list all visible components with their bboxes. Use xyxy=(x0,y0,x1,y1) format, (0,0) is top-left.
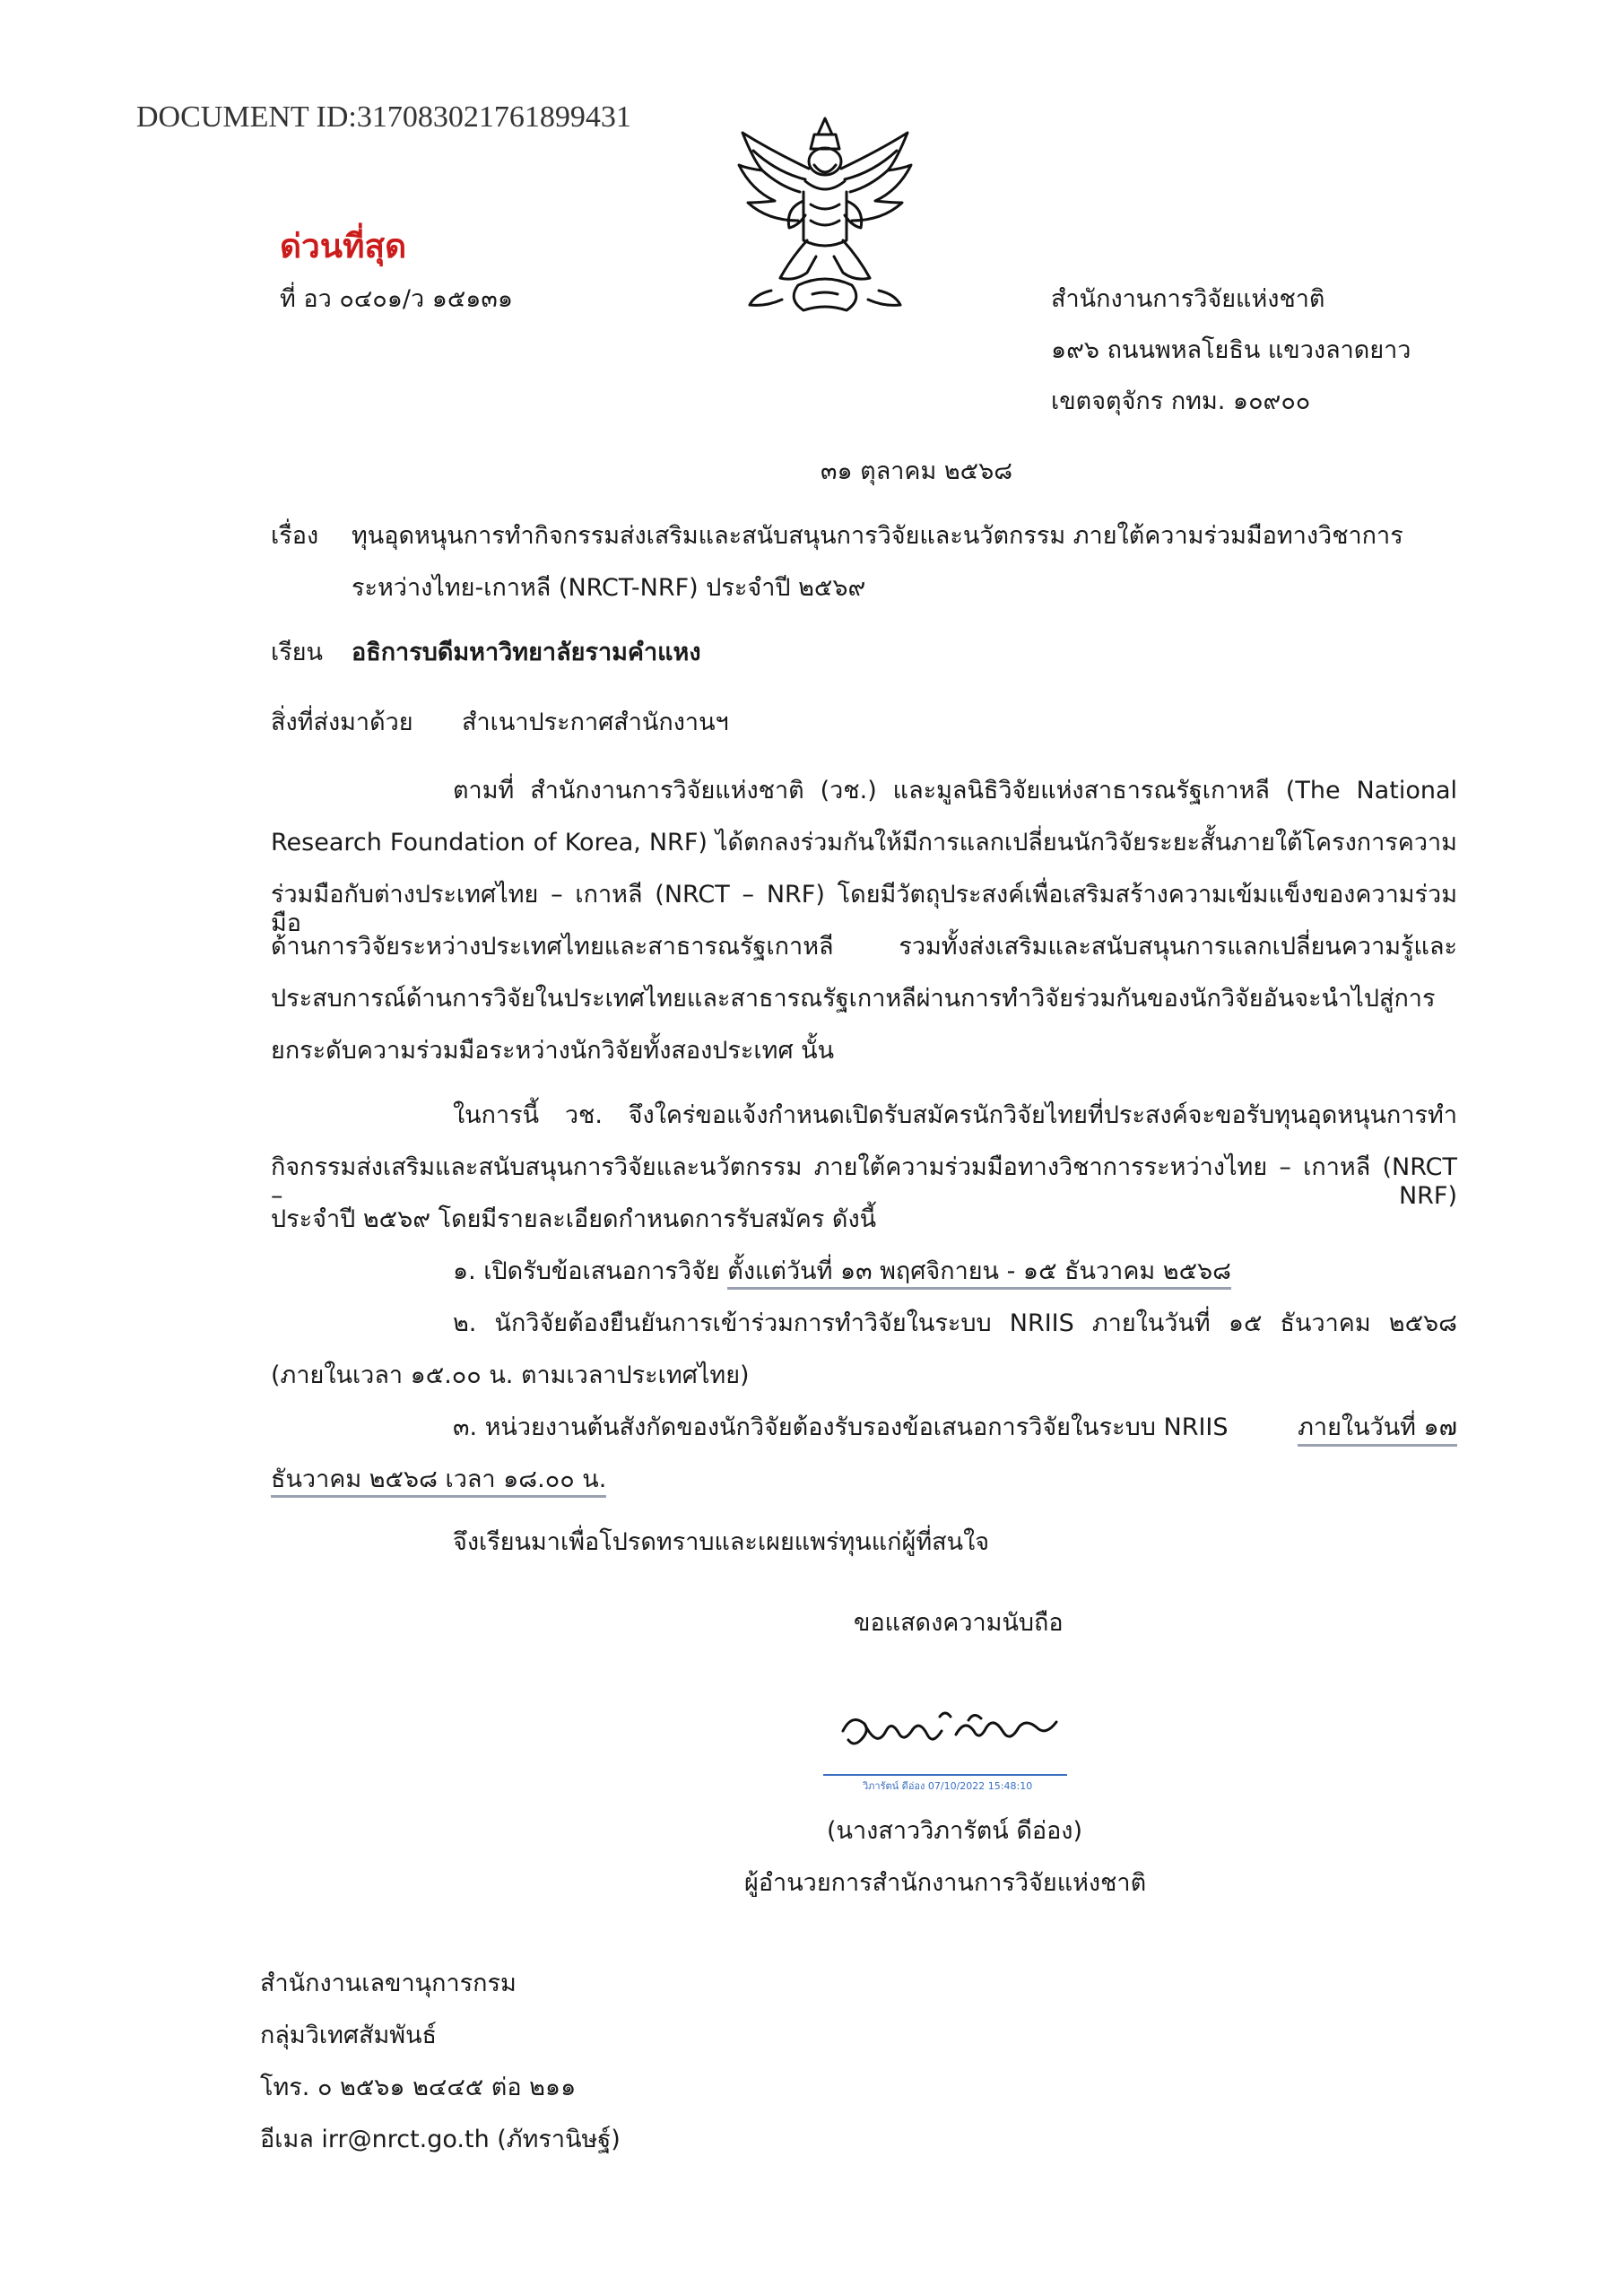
schedule-item-3-text: ๓. หน่วยงานต้นสังกัดของนักวิจัยต้องรับรองข้อเสนอการวิจัยในระบบ NRIIS xyxy=(453,1413,1229,1441)
urgency-label: ด่วนที่สุด xyxy=(280,227,407,265)
reference-number: ที่ อว ๐๔๐๑/ว ๑๕๑๓๑ xyxy=(280,285,514,313)
footer-email: อีเมล irr@nrct.go.th (ภัทรานิษฐ์) xyxy=(260,2126,621,2153)
signature-caption: วิภารัตน์ ดีอ่อง 07/10/2022 15:48:10 xyxy=(863,1780,1033,1792)
enclosure-label: สิ่งที่ส่งมาด้วย xyxy=(271,709,413,736)
schedule-item-1 xyxy=(453,1257,1231,1286)
paragraph2-line: ในการนี้ วช. จึงใคร่ขอแจ้งกำหนดเปิดรับสมัครนักวิจัยไทยที่ประสงค์จะขอรับทุนอุดหนุนการทำ xyxy=(453,1101,1457,1129)
paragraph1-line: ประสบการณ์ด้านการวิจัยในประเทศไทยและสาธารณรัฐเกาหลีผ่านการทำวิจัยร่วมกันของนักวิจัยอันจะนำไปสู่การ xyxy=(271,985,1436,1013)
subject-label: เรื่อง xyxy=(271,522,319,550)
paragraph2-line: ประจำปี ๒๕๖๙ โดยมีรายละเอียดกำหนดการรับสมัคร ดังนี้ xyxy=(271,1205,877,1233)
schedule-item-3-deadline-end: ธันวาคม ๒๕๖๘ เวลา ๑๘.๐๐ น. xyxy=(271,1465,606,1498)
sender-address-line2: เขตจตุจักร กทม. ๑๐๙๐๐ xyxy=(1051,387,1311,415)
signature-line xyxy=(823,1774,1067,1776)
sender-address-line1: ๑๙๖ ถนนพหลโยธิน แขวงลาดยาว xyxy=(1051,336,1411,364)
footer-division: กลุ่มวิเทศสัมพันธ์ xyxy=(260,2022,438,2049)
garuda-emblem-icon xyxy=(735,115,915,321)
document-date: ๓๑ ตุลาคม ๒๕๖๘ xyxy=(821,457,1013,485)
paragraph1-line: ยกระดับความร่วมมือระหว่างนักวิจัยทั้งสองประเทศ นั้น xyxy=(271,1037,835,1065)
footer-phone: โทร. ๐ ๒๕๖๑ ๒๔๔๕ ต่อ ๒๑๑ xyxy=(260,2074,577,2101)
subject-line1: ทุนอุดหนุนการทำกิจกรรมส่งเสริมและสนับสนุนการวิจัยและนวัตกรรม ภายใต้ความร่วมมือทางวิชาการ xyxy=(352,522,1403,550)
schedule-item-2-line2: (ภายในเวลา ๑๕.๐๐ น. ตามเวลาประเทศไทย) xyxy=(271,1361,750,1389)
recipient-label: เรียน xyxy=(271,639,324,666)
closing-sentence: จึงเรียนมาเพื่อโปรดทราบและเผยแพร่ทุนแก่ผู้ที่สนใจ xyxy=(453,1528,990,1556)
footer-office: สำนักงานเลขานุการกรม xyxy=(260,1970,517,1997)
handwritten-signature xyxy=(834,1704,1067,1767)
signer-name: (นางสาววิภารัตน์ ดีอ่อง) xyxy=(827,1817,1083,1845)
schedule-item-2-line1: ๒. นักวิจัยต้องยืนยันการเข้าร่วมการทำวิจัยในระบบ NRIIS ภายในวันที่ ๑๕ ธันวาคม ๒๕๖๘ xyxy=(453,1309,1457,1337)
paragraph1-line: ร่วมมือกับต่างประเทศไทย – เกาหลี (NRCT – NRF) โดยมีวัตถุประสงค์เพื่อเสริมสร้างความเข้มแข็งของความร่วมมือ xyxy=(271,881,1457,938)
paragraph1-line: ด้านการวิจัยระหว่างประเทศไทยและสาธารณรัฐเกาหลี รวมทั้งส่งเสริมและสนับสนุนการแลกเปลี่ยนความรู้และ xyxy=(271,933,1457,961)
recipient-value: อธิการบดีมหาวิทยาลัยรามคำแหง xyxy=(352,639,701,666)
enclosure-value: สำเนาประกาศสำนักงานฯ xyxy=(462,709,729,736)
schedule-item-1-dates: ตั้งแต่วันที่ ๑๓ พฤศจิกายน - ๑๕ ธันวาคม ๒๕๖๘ xyxy=(727,1257,1231,1290)
schedule-item-1-text: ๑. เปิดรับข้อเสนอการวิจัย xyxy=(453,1257,728,1285)
schedule-item-3-line1 xyxy=(453,1413,1457,1447)
schedule-item-3-line2 xyxy=(271,1465,606,1494)
sender-name: สำนักงานการวิจัยแห่งชาติ xyxy=(1051,285,1325,313)
document-id: DOCUMENT ID:317083021761899431 xyxy=(136,100,631,134)
schedule-item-3-deadline-start: ภายในวันที่ ๑๗ xyxy=(1298,1413,1457,1447)
salutation: ขอแสดงความนับถือ xyxy=(854,1609,1064,1637)
signer-position: ผู้อำนวยการสำนักงานการวิจัยแห่งชาติ xyxy=(744,1869,1147,1897)
paragraph2-line: กิจกรรมส่งเสริมและสนับสนุนการวิจัยและนวัตกรรม ภายใต้ความร่วมมือทางวิชาการระหว่างไทย – เกาหลี (NRCT – NRF) xyxy=(271,1153,1457,1211)
paragraph1-line: Research Foundation of Korea, NRF) ได้ตกลงร่วมกันให้มีการแลกเปลี่ยนนักวิจัยระยะสั้นภายใต้โครงการความ xyxy=(271,829,1457,857)
subject-line2: ระหว่างไทย-เกาหลี (NRCT-NRF) ประจำปี ๒๕๖๙ xyxy=(352,574,866,602)
paragraph1-line: ตามที่ สำนักงานการวิจัยแห่งชาติ (วช.) และมูลนิธิวิจัยแห่งสาธารณรัฐเกาหลี (The National xyxy=(453,777,1457,804)
